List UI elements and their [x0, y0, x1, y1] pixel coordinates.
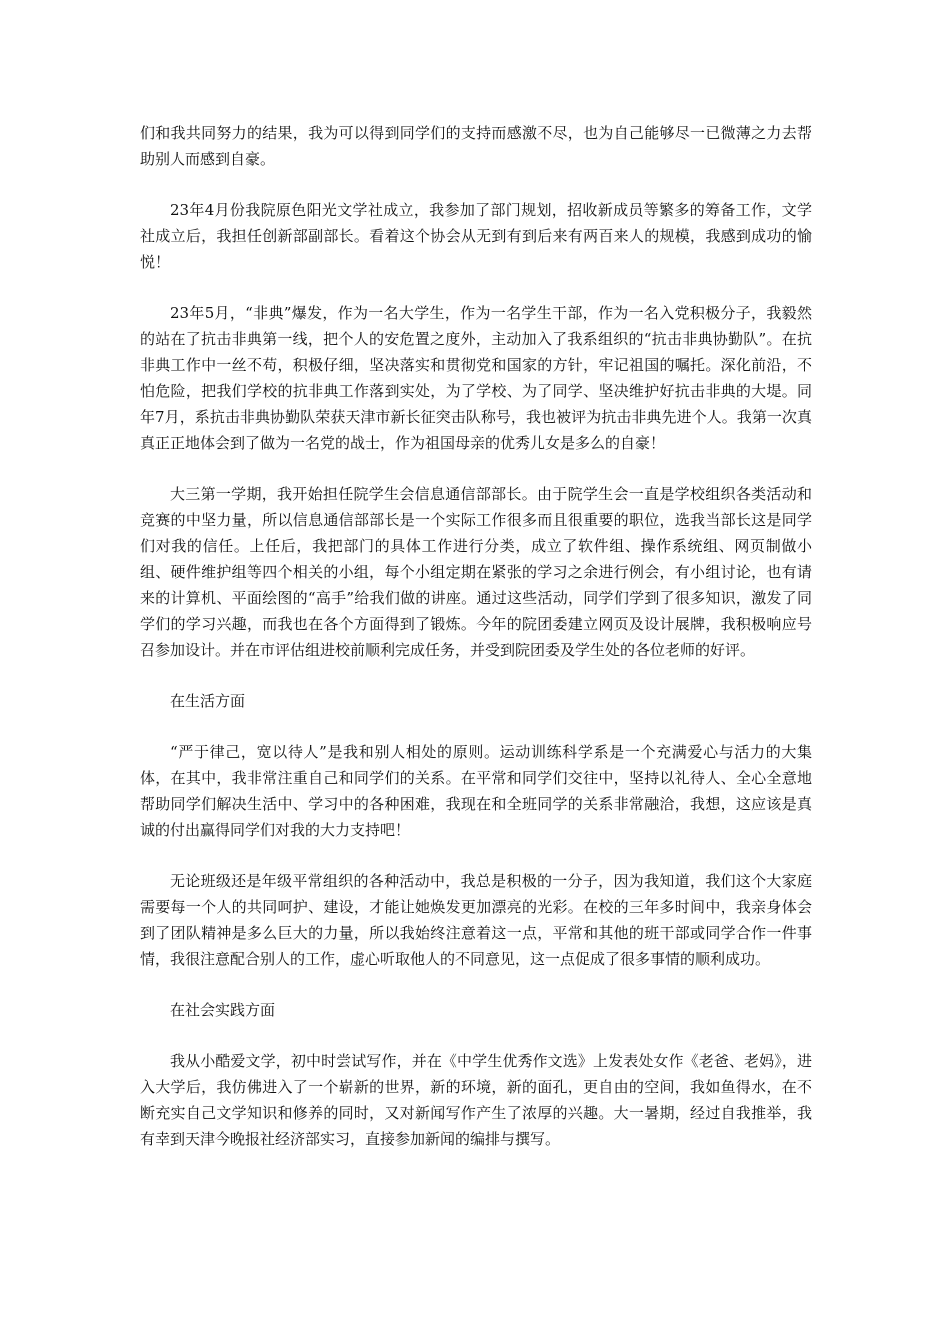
paragraph-student-union: 大三第一学期，我开始担任院学生会信息通信部部长。由于院学生会一直是学校组织各类活动和竞赛的中坚力量，所以信息通信部部长是一个实际工作很多而且很重要的职位，选我当部长这是同学们对我的信任。上任后，我把部门的具体工作进行分类，成立了软件组、操作系统组、网页制做小组、硬件维护组等四个相关的小组，每个小组定期在紧张的学习之余进行例会，有小组讨论，也有请来的计算机、平面绘图的“高手”给我们做的讲座。通过这些活动，同学们学到了很多知识，激发了同学们的学习兴趣，而我也在各个方面得到了锻炼。今年的院团委建立网页及设计展牌，我积极响应号召参加设计。并在市评估组进校前顺利完成任务，并受到院团委及学生处的各位老师的好评。 [140, 485, 812, 659]
paragraph-relationships: “严于律己，宽以待人”是我和别人相处的原则。运动训练科学系是一个充满爱心与活力的大集体，在其中，我非常注重自己和同学们的关系。在平常和同学们交往中，坚持以礼待人、全心全意地帮助同学们解决生活中、学习中的各种困难，我现在和全班同学的关系非常融洽，我想，这应该是真诚的付出赢得同学们对我的大力支持吧！ [140, 743, 812, 839]
document-page [140, 120, 812, 1177]
paragraph-continuation: 们和我共同努力的结果，我为可以得到同学们的支持而感激不尽，也为自己能够尽一已微薄之力去帮助别人而感到自豪。 [140, 124, 812, 168]
section-heading-social-practice: 在社会实践方面 [170, 1001, 276, 1019]
paragraph-literary-club: 23年4月份我院原色阳光文学社成立，我参加了部门规划，招收新成员等繁多的筹备工作，文学社成立后，我担任创新部副部长。看着这个协会从无到有到后来有两百来人的规模，我感到成功的愉悦！ [140, 201, 812, 271]
section-heading-life: 在生活方面 [170, 692, 246, 710]
paragraph-literature: 我从小酷爱文学，初中时尝试写作，并在《中学生优秀作文选》上发表处女作《老爸、老妈》，进入大学后，我仿佛进入了一个崭新的世界，新的环境，新的面孔，更自由的空间，我如鱼得水，在不断充实自己文学知识和修养的同时，又对新闻写作产生了浓厚的兴趣。大一暑期，经过自我推举，我有幸到天津今晚报社经济部实习，直接参加新闻的编排与撰写。 [140, 1052, 812, 1148]
paragraph-teamwork: 无论班级还是年级平常组织的各种活动中，我总是积极的一分子，因为我知道，我们这个大家庭需要每一个人的共同呵护、建设，才能让她焕发更加漂亮的光彩。在校的三年多时间中，我亲身体会到了团队精神是多么巨大的力量，所以我始终注意着这一点，平常和其他的班干部或同学合作一件事情，我很注意配合别人的工作，虚心听取他人的不同意见，这一点促成了很多事情的顺利成功。 [140, 872, 812, 968]
paragraph-sars: 23年5月，“非典”爆发，作为一名大学生，作为一名学生干部，作为一名入党积极分子，我毅然的站在了抗击非典第一线，把个人的安危置之度外，主动加入了我系组织的“抗击非典协勤队”。在抗非典工作中一丝不苟，积极仔细，坚决落实和贯彻党和国家的方针，牢记祖国的嘱托。深化前沿，不怕危险，把我们学校的抗非典工作落到实处，为了学校、为了同学、坚决维护好抗击非典的大堤。同年7月，系抗击非典协勤队荣获天津市新长征突击队称号，我也被评为抗击非典先进个人。我第一次真真正正地体会到了做为一名党的战士，作为祖国母亲的优秀儿女是多么的自豪！ [140, 304, 812, 452]
